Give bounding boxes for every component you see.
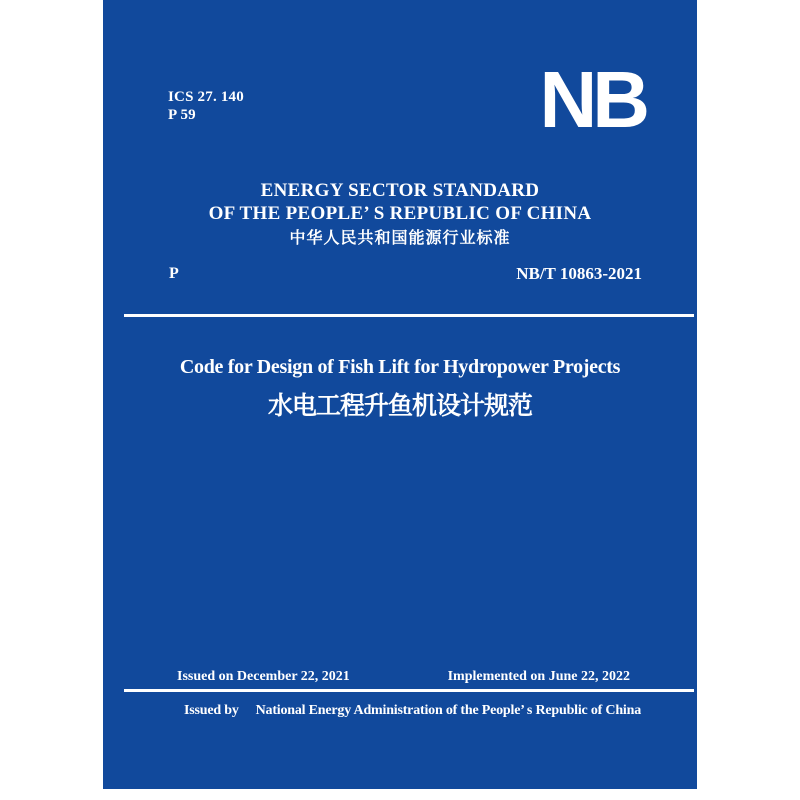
classification-code: P 59 <box>168 107 196 123</box>
standard-name-en-line2: OF THE PEOPLE’ S REPUBLIC OF CHINA <box>208 203 592 224</box>
ics-code: ICS 27. 140 <box>168 89 244 105</box>
title-english: Code for Design of Fish Lift for Hydropower Projects <box>179 356 621 378</box>
title-chinese: 水电工程升鱼机设计规范 <box>267 393 532 420</box>
nb-logo: NB <box>539 55 645 144</box>
implemented-on-date: Implemented on June 22, 2022 <box>447 669 630 684</box>
bottom-divider-rule <box>124 689 694 692</box>
doc-number: NB/T 10863-2021 <box>516 264 642 283</box>
issued-by-row <box>184 702 641 720</box>
standard-cover <box>103 0 697 789</box>
standard-name-en-line1: ENERGY SECTOR STANDARD <box>260 180 540 201</box>
ics-block <box>168 88 244 124</box>
top-divider-rule <box>124 314 694 317</box>
issued-by-label: Issued by <box>184 703 239 718</box>
issued-by-value: National Energy Administration of the People’ s Republic of China <box>255 703 641 718</box>
doc-class-code: P <box>169 265 179 282</box>
standard-name-zh: 中华人民共和国能源行业标准 <box>289 230 511 247</box>
issued-on-date: Issued on December 22, 2021 <box>177 669 350 684</box>
